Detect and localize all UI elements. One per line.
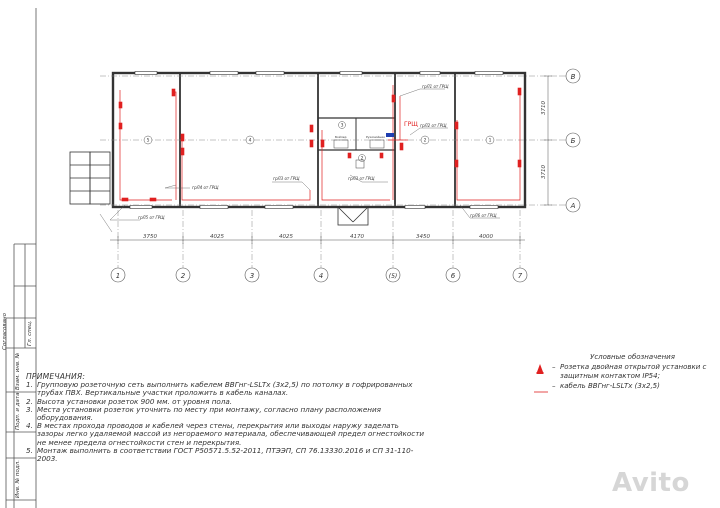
room-number-small-2: 2 [360, 156, 364, 162]
fixtures [334, 140, 384, 168]
dimension-x-6: 4000 [479, 234, 493, 240]
panel-label: ГРЩ [404, 121, 418, 128]
legend [530, 353, 715, 394]
room-number-1: 1 [488, 138, 492, 144]
note-item [26, 422, 426, 447]
grid-column-4: 4 [318, 272, 324, 280]
grid-row-v: В [570, 73, 576, 81]
grid-column-2: 2 [180, 272, 186, 280]
grid-column-6: 6 [450, 272, 456, 280]
note-text: Групповую розеточную сеть выполнить кабелем ВВГнг-LSLTx (3х2,5) по потолку в гофрированных трубах ПВХ. Вертикальные участки проложить в кабель каналах. [37, 380, 413, 398]
circuit-label-2: грЛ2 от ГРЩ [420, 123, 447, 128]
dimension-line-x [110, 236, 525, 244]
grid-axes-vertical [118, 210, 520, 268]
grid-row-b: Б [570, 137, 576, 145]
note-item [26, 381, 426, 397]
circuit-label-7: грЛ6 от ГРЩ [470, 213, 497, 218]
note-item [26, 447, 426, 463]
legend-title: Условные обозначения [590, 353, 675, 361]
dimension-x-5: 3450 [416, 234, 430, 240]
dimension-x-1: 3750 [143, 234, 157, 240]
dimension-x-2: 4025 [210, 234, 224, 240]
note-number: 3. [26, 404, 33, 414]
porch-left [70, 152, 110, 204]
grid-row-a: А [570, 202, 576, 210]
circuit-label-3: грЛ3 от ГРЩ [348, 176, 375, 181]
room-number-2: 2 [423, 138, 427, 144]
notes-block [26, 373, 426, 463]
room-number-5: 5 [146, 138, 150, 144]
legend-outlet-text: Розетка двойная открытой установки с защитным контактом IP54; [560, 363, 707, 380]
note-number: 1. [26, 380, 33, 390]
dimension-y-2: 3710 [541, 165, 547, 179]
grid-column-5: (5) [388, 273, 398, 280]
dimension-x-4: 4170 [350, 234, 364, 240]
circuit-label-1: грЛ1 от ГРЩ [422, 84, 449, 89]
circuit-label-4: грЛ3 от ГРЩ [273, 176, 300, 181]
legend-item-cable: – кабель ВВГнг-LSLTx (3х2,5) [530, 382, 715, 394]
grid-column-7: 7 [517, 272, 523, 280]
dimension-line-y [544, 76, 552, 205]
grid-column-1: 1 [115, 272, 121, 280]
electrical-panel-icon [386, 133, 394, 137]
legend-item-outlet: – Розетка двойная открытой установки с защитным контактом IP54; [530, 363, 715, 380]
legend-cable-text: кабель ВВГнг-LSLTx (3х2,5) [560, 382, 660, 391]
notes-title: ПРИМЕЧАНИЯ: [26, 372, 86, 381]
note-text: В местах прохода проводов и кабелей через стены, перекрытия или выходы наружу заделать зазоры легко удаляемой массой из негораемого материала, обеспечивающей предел огнестойкости не менее предела огнестойкости стен и перекрытия. [37, 421, 425, 447]
fixture-sink-label: Рукомойник [366, 135, 386, 139]
leader-lines [100, 89, 500, 232]
circuit-label-5: грЛ4 от ГРЩ [192, 185, 219, 190]
porch-entrance [338, 207, 368, 225]
note-text: Монтаж выполнить в соответствии ГОСТ Р50571.5.52-2011, ПТЭЭП, СП 76.13330.2016 и СП 31-110-2003. [37, 445, 414, 464]
fixture-boiler-label: Бойлер [335, 135, 347, 139]
stamp-sign-date: Подп. и дата [15, 392, 21, 430]
room-number-small-3: 3 [340, 123, 344, 129]
dimension-x-3: 4025 [279, 234, 293, 240]
stamp-inv-orig: Инв. № подл. [15, 460, 21, 498]
grid-column-3: 3 [249, 272, 255, 280]
note-number: 5. [26, 445, 33, 455]
room-number-4: 4 [248, 138, 252, 144]
note-item [26, 406, 426, 422]
circuit-label-6: грЛ5 от ГРЩ [138, 215, 165, 220]
note-text: Высота установки розеток 900 мм. от уровня пола. [37, 396, 233, 406]
note-number: 4. [26, 421, 33, 431]
stamp-chief-spec: Гл. спец. [27, 320, 33, 346]
note-text: Места установки розеток уточнить по месту при монтажу, согласно плану расположения оборудования. [37, 404, 381, 423]
stamp-agreed: Согласовано [2, 313, 8, 350]
dimension-y-1: 3710 [541, 101, 547, 115]
watermark: Avito [612, 468, 690, 498]
note-number: 2. [26, 396, 33, 406]
stamp-replace-inv: Взам. инв. № [15, 352, 21, 390]
